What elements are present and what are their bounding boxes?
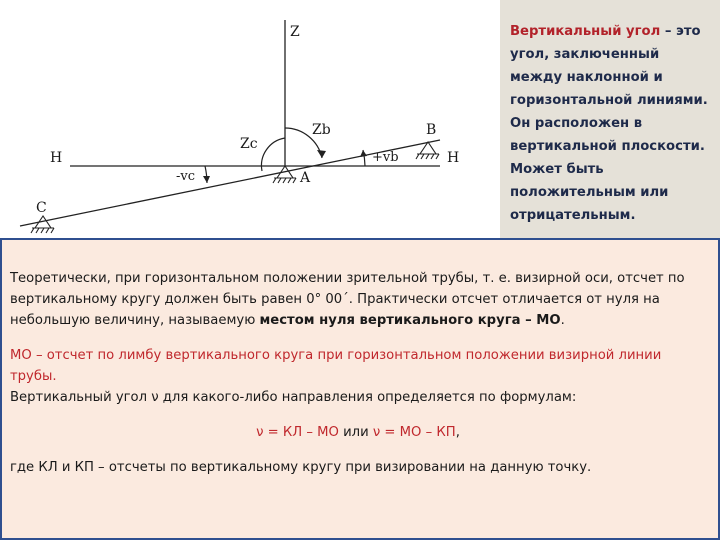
theory-end: . [560, 313, 565, 328]
definition-body: – это угол, заключенный между наклонной и горизонтальной линиями. Он расположен в вертикальной плоскости. Может быть положительным или отрицательным. [510, 24, 708, 223]
paragraph-legend: где КЛ и КП – отсчеты по вертикальному кругу при визировании на данную точку. [10, 460, 592, 475]
label-zb: Zb [312, 122, 331, 138]
label-z: Z [290, 24, 300, 40]
label-c: C [36, 200, 47, 216]
arrow-vc [203, 176, 210, 183]
definition-panel [500, 0, 720, 240]
tripod-a-icon [273, 166, 296, 183]
tripod-c-icon [31, 216, 54, 233]
arrow-zb [317, 150, 326, 158]
label-minus-vc: -vc [176, 169, 196, 184]
label-b: B [426, 122, 437, 138]
theory-text: Теоретически, при горизонтальном положении зрительной трубы, т. е. визирной оси, отсчет по вертикальному кругу должен быть равен 0° 00´. Практически отсчет отличается от нуля на небольшую величину, называемую [10, 271, 685, 328]
formula-right: ν = МО – КП [372, 425, 456, 440]
paragraph-theory [10, 268, 706, 331]
formula-end: , [455, 425, 460, 440]
definition-text [510, 20, 714, 227]
formula-or: или [338, 425, 373, 440]
paragraph-formula-intro: Вертикальный угол ν для какого-либо направления определяется по формулам: [10, 390, 577, 405]
formula-left: ν = КЛ – МО [256, 425, 339, 440]
explanation-panel [0, 238, 720, 540]
vertical-angle-diagram [0, 0, 500, 240]
label-a: A [300, 170, 311, 186]
label-h-left: H [50, 150, 63, 166]
mo-term: местом нуля вертикального круга – МО [259, 313, 561, 328]
label-plus-vb: +vb [372, 150, 399, 165]
label-zc: Zc [240, 136, 258, 152]
paragraph-mo-definition: МО – отсчет по лимбу вертикального круга при горизонтальном положении визирной линии трубы. [10, 348, 662, 384]
formula [10, 422, 706, 443]
label-h-right: H [447, 150, 460, 166]
definition-term: Вертикальный угол [510, 24, 661, 39]
arrow-vb [360, 150, 367, 157]
